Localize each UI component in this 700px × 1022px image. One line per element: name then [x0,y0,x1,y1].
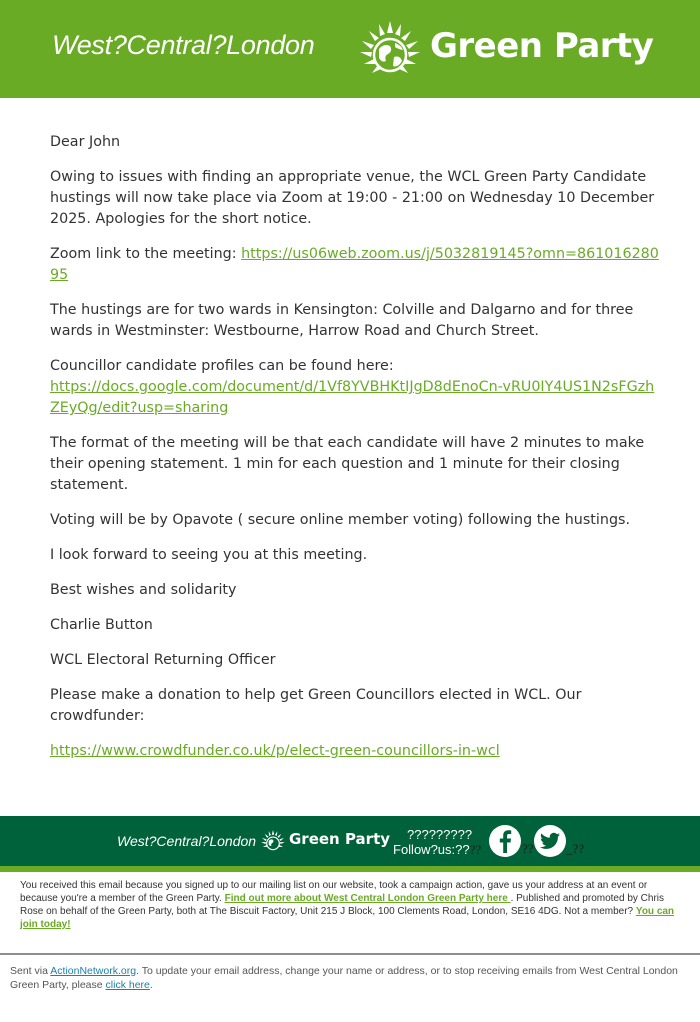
brand-west-central-london: West?Central?London [52,30,315,60]
twitter-icon [540,832,560,850]
profiles-label: Councillor candidate profiles can be found here: [50,358,394,374]
actionnetwork-link[interactable]: ActionNetwork.org [50,965,137,977]
find-out-more-link[interactable]: Find out more about West Central London Green Party here [224,893,511,904]
paragraph-donation: Please make a donation to help get Green Councillors elected in WCL. Our crowdfunder: [50,687,582,724]
zoom-link-label: Zoom link to the meeting: [50,246,242,262]
separator-text: ?? [522,841,534,856]
signoff: Best wishes and solidarity [50,582,237,598]
zoom-meeting-link[interactable]: https://us06web.zoom.us/j/5032819145?omn=86101628095 [50,246,659,283]
footer-brand-green-party: Green Party [289,830,391,848]
paragraph-crowdfunder [50,741,660,762]
legal-notice: You received this email because you signed up to our mailing list on our website, took a campaign action, gave us your address at an event or because you're a member of the Green Party. Find out more about West Central London Green Party here . Published and promoted by Chris Rose on behalf of the Green Party, both at The Biscuit Factory, Unit 215 J Block, 100 Clements Road, London, SE16 4DG. Not a member? You can join today! [20,880,675,930]
green-party-sun-globe-icon [357,19,423,79]
sender-name: Charlie Button [50,617,153,633]
footer-divider [0,953,700,955]
twitter-link[interactable] [534,825,566,857]
paragraph-wards: The hustings are for two wards in Kensington: Colville and Dalgarno and for three wards in Westminster: Westbourne, Harrow Road and Church Street. [50,302,634,339]
crowdfunder-link[interactable]: https://www.crowdfunder.co.uk/p/elect-green-councillors-in-wcl [50,743,500,759]
separator-text: _?? [566,841,585,856]
paragraph-voting: Voting will be by Opavote ( secure online member voting) following the hustings. [50,512,631,528]
email-body [50,132,660,776]
brand-green-party: Green Party [430,26,654,66]
paragraph-format: The format of the meeting will be that each candidate will have 2 minutes to make their opening statement. 1 min for each question and 1 minute for their closing statement. [50,435,645,493]
email-header-banner [0,0,700,98]
paragraph-look-forward: I look forward to seeing you at this meeting. [50,547,368,563]
unsubscribe-click-here-link[interactable]: click here [105,979,150,991]
paragraph-venue-change: Owing to issues with finding an appropriate venue, the WCL Green Party Candidate hustings will now take place via Zoom at 19:00 - 21:00 on Wednesday 10 December 2025. Apologies for the short notice. [50,169,655,227]
join-today-link[interactable]: You can join today! [20,906,675,930]
footer-brand-west-central-london: West?Central?London [117,833,257,849]
paragraph-profiles [50,356,660,419]
footer-accent-stripe [0,866,700,872]
facebook-icon [495,829,515,853]
green-party-sun-globe-icon [260,829,286,853]
sent-via-notice: Sent via ActionNetwork.org. To update your email address, change your name or address, or to stop receiving emails from West Central London Green Party, please click here. [10,965,678,991]
follow-us-label: ????????? Follow?us:???? [393,827,482,857]
facebook-link[interactable] [489,825,521,857]
sender-role: WCL Electoral Returning Officer [50,652,276,668]
greeting: Dear John [50,134,121,150]
candidate-profiles-link[interactable]: https://docs.google.com/document/d/1Vf8YVBHKtIJgD8dEnoCn-vRU0IY4US1N2sFGzhZEyQg/edit?usp=sharing [50,379,655,416]
footer-banner [0,816,700,866]
paragraph-zoom-link [50,244,660,286]
